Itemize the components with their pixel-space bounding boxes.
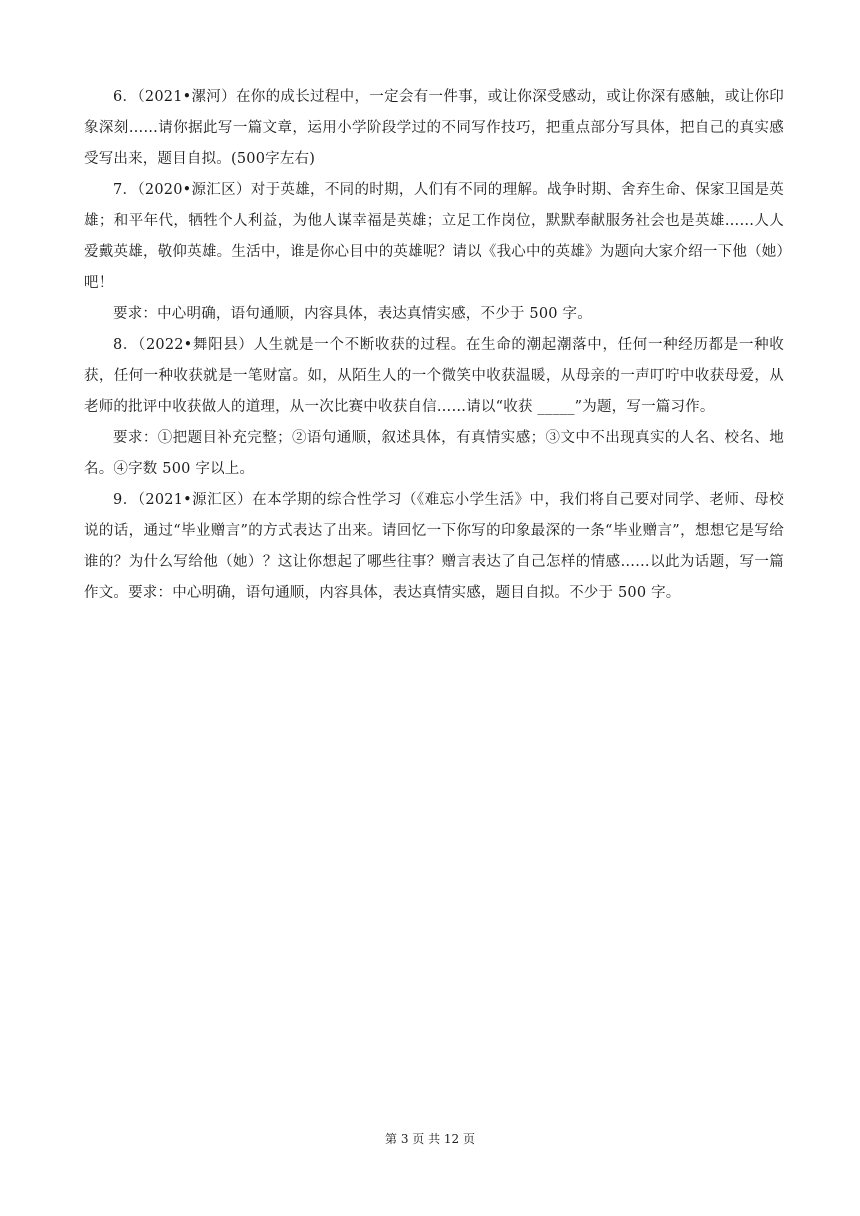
question-8-requirement: 要求：①把题目补充完整；②语句通顺，叙述具体，有真情实感；③文中不出现真实的人名、校名、地名。④字数 500 字以上。 bbox=[84, 430, 784, 477]
question-7-requirement: 要求：中心明确，语句通顺，内容具体，表达真情实感，不少于 500 字。 bbox=[113, 306, 592, 322]
page-number-footer: 第 3 页 共 12 页 bbox=[385, 1132, 475, 1146]
document-body bbox=[84, 82, 784, 609]
question-8: 8．（2022•舞阳县）人生就是一个不断收获的过程。在生命的潮起潮落中，任何一种经历都是一种收获，任何一种收获就是一笔财富。如，从陌生人的一个微笑中收获温暖，从母亲的一声叮咛中收获母爱，从老师的批评中收获做人的道理，从一次比赛中收获自信……请以“收获 _____”为题，写一篇习作。 bbox=[84, 337, 784, 415]
question-7: 7．（2020•源汇区）对于英雄，不同的时期，人们有不同的理解。战争时期、舍弃生命、保家卫国是英雄；和平年代，牺牲个人利益，为他人谋幸福是英雄；立足工作岗位，默默奉献服务社会也是英雄……人人爱戴英雄，敬仰英雄。生活中，谁是你心目中的英雄呢？请以《我心中的英雄》为题向大家介绍一下他（她）吧！ bbox=[84, 182, 784, 291]
question-6: 6．（2021•漯河）在你的成长过程中，一定会有一件事，或让你深受感动，或让你深有感触，或让你印象深刻……请你据此写一篇文章，运用小学阶段学过的不同写作技巧，把重点部分写具体，把自己的真实感受写出来，题目自拟。(500字左右) bbox=[84, 89, 784, 167]
question-9: 9．（2021•源汇区）在本学期的综合性学习（《难忘小学生活》中，我们将自己要对同学、老师、母校说的话，通过“毕业赠言”的方式表达了出来。请回忆一下你写的印象最深的一条“毕业赠言”，想想它是写给谁的？为什么写给他（她）？这让你想起了哪些往事？赠言表达了自己怎样的情感……以此为话题，写一篇作文。要求：中心明确，语句通顺，内容具体，表达真情实感，题目自拟。不少于 500 字。 bbox=[84, 492, 784, 601]
